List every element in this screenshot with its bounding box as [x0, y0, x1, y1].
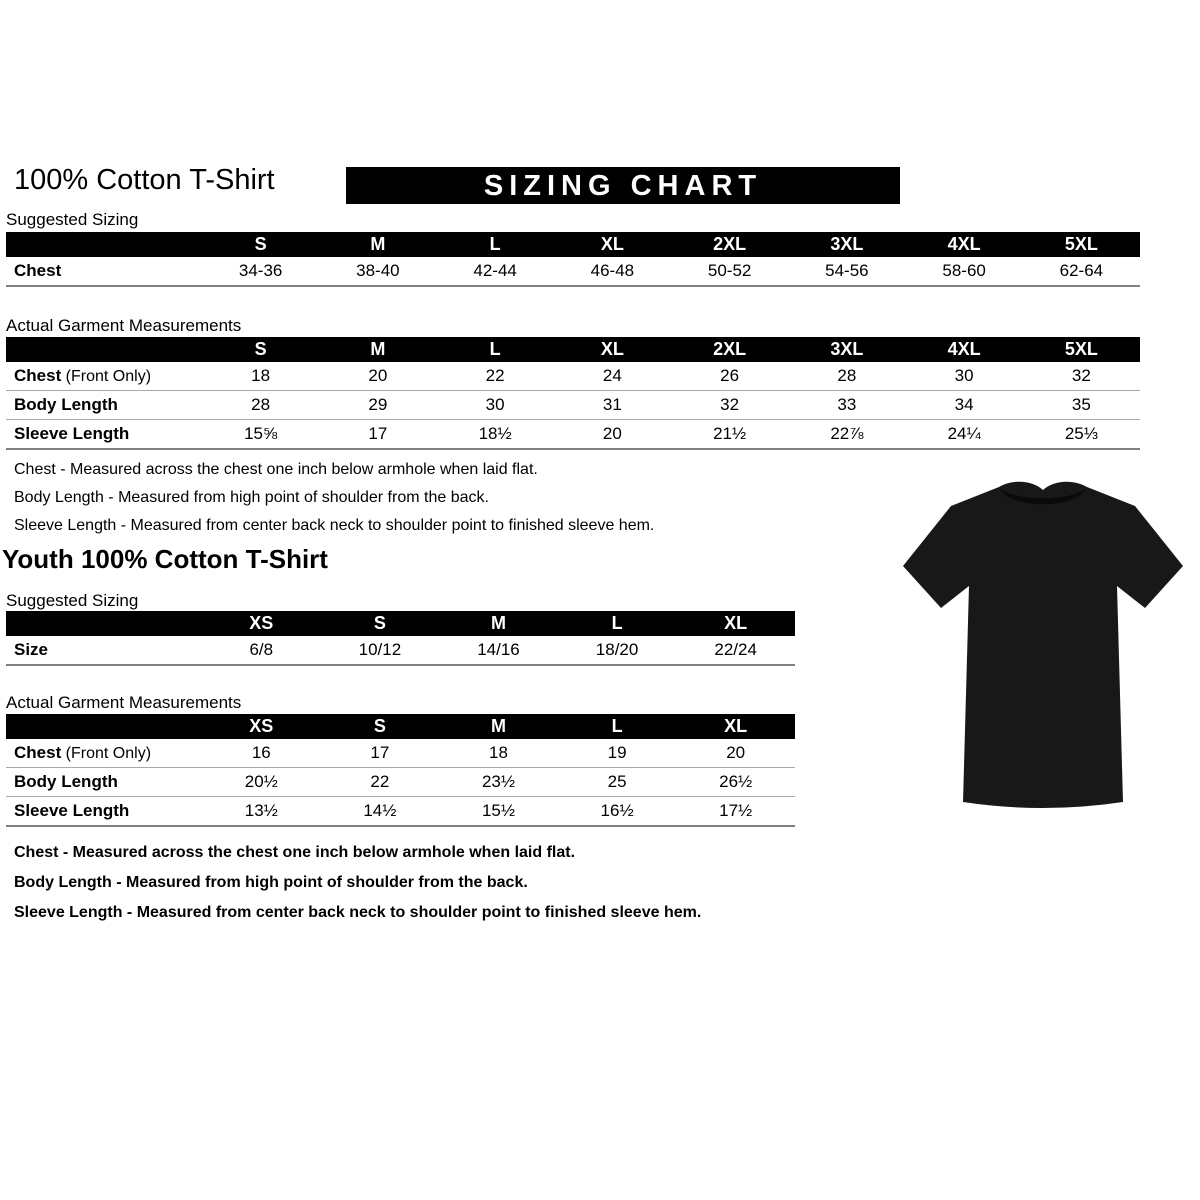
sizing-chart-banner: SIZING CHART	[346, 167, 900, 204]
note-sleeve-length: Sleeve Length - Measured from center back neck to shoulder point to finished sleeve hem.	[14, 517, 655, 534]
value-cell: 23½	[481, 772, 516, 791]
value-cell: 16	[251, 743, 271, 762]
row-label-text: Body Length	[14, 772, 118, 791]
tshirt-body-shape	[903, 482, 1183, 808]
size-column-header: 3XL	[830, 339, 864, 359]
size-column-header: 2XL	[713, 234, 747, 254]
value-cell: 50-52	[707, 261, 752, 280]
value-cell: 25	[607, 772, 627, 791]
value-cell: 20½	[244, 772, 278, 791]
row-label-suffix: (Front Only)	[61, 368, 152, 385]
row-label-cell	[6, 366, 202, 386]
value-cell: 19	[607, 743, 627, 762]
value-cell: 20	[726, 743, 746, 762]
youth-measurement-notes	[14, 838, 701, 928]
row-label-cell	[6, 261, 202, 281]
value-cell: 13½	[244, 801, 278, 820]
value-cell: 16½	[600, 801, 634, 820]
value-cell: 38-40	[356, 261, 400, 280]
size-column-header: 4XL	[947, 234, 981, 254]
row-label-cell	[6, 424, 202, 444]
size-column-header: L	[611, 716, 623, 736]
value-cell: 18/20	[595, 640, 639, 659]
value-cell: 22	[485, 366, 505, 385]
value-cell: 29	[368, 395, 388, 414]
page-title: 100% Cotton T-Shirt	[14, 164, 275, 196]
table-header-row	[6, 611, 795, 636]
size-column-header: 3XL	[830, 234, 864, 254]
size-column-header: L	[489, 234, 501, 254]
value-cell: 30	[954, 366, 974, 385]
value-cell: 26½	[719, 772, 753, 791]
size-column-header: M	[370, 234, 386, 254]
value-cell: 32	[720, 395, 740, 414]
value-cell: 42-44	[473, 261, 517, 280]
note-body-length: Body Length - Measured from high point of shoulder from the back.	[14, 489, 489, 506]
value-cell: 28	[837, 366, 857, 385]
value-cell: 54-56	[825, 261, 869, 280]
adult-measurement-notes	[14, 456, 654, 540]
table-row	[6, 739, 795, 768]
row-label-text: Sleeve Length	[14, 424, 130, 443]
youth-actual-measurements-label: Actual Garment Measurements	[6, 693, 242, 712]
value-cell: 33	[837, 395, 857, 414]
value-cell: 24	[602, 366, 622, 385]
size-column-header: M	[370, 339, 386, 359]
value-cell: 34	[954, 395, 974, 414]
value-cell: 18	[489, 743, 508, 762]
value-cell: 17	[368, 424, 388, 443]
youth-suggested-sizing-table	[6, 611, 795, 666]
value-cell: 18½	[478, 424, 512, 443]
table-header-row	[6, 714, 795, 739]
value-cell: 28	[251, 395, 271, 414]
row-label-suffix: (Front Only)	[61, 745, 152, 762]
size-column-header: XL	[724, 716, 748, 736]
value-cell: 15½	[481, 801, 516, 820]
youth-actual-measurements-table	[6, 714, 795, 827]
value-cell: 24¼	[947, 424, 981, 443]
row-label-text: Chest	[14, 261, 62, 280]
size-column-header: M	[490, 613, 506, 633]
value-cell: 31	[602, 395, 622, 414]
value-cell: 20	[602, 424, 622, 443]
row-label-text: Size	[14, 640, 49, 659]
row-label-cell	[6, 801, 202, 821]
adult-suggested-sizing-label: Suggested Sizing	[6, 210, 139, 229]
value-cell: 6/8	[249, 640, 274, 659]
row-label-cell	[6, 395, 202, 415]
size-column-header: XL	[600, 234, 624, 254]
value-cell: 15⅝	[244, 424, 278, 443]
value-cell: 32	[1071, 366, 1091, 385]
size-column-header: S	[373, 716, 386, 736]
value-cell: 62-64	[1059, 261, 1104, 280]
value-cell: 17	[370, 743, 390, 762]
value-cell: 25⅓	[1064, 424, 1098, 443]
size-column-header: 5XL	[1064, 234, 1098, 254]
value-cell: 22⅞	[830, 424, 864, 443]
value-cell: 22	[370, 772, 390, 791]
value-cell: 18	[251, 366, 271, 385]
value-cell: 20	[368, 366, 388, 385]
size-column-header: S	[373, 613, 386, 633]
value-cell: 17½	[719, 801, 753, 820]
value-cell: 10/12	[358, 640, 402, 659]
table-header-row	[6, 337, 1140, 362]
adult-actual-measurements-table	[6, 337, 1140, 450]
row-label-cell	[6, 772, 202, 792]
note-body-length: Body Length - Measured from high point of shoulder from the back.	[14, 874, 528, 891]
table-row	[6, 391, 1140, 420]
table-row	[6, 797, 795, 827]
black-tshirt-image	[893, 474, 1193, 816]
value-cell: 34-36	[238, 261, 283, 280]
size-column-header: 5XL	[1064, 339, 1098, 359]
table-row	[6, 636, 795, 666]
size-column-header: L	[489, 339, 501, 359]
size-column-header: M	[490, 716, 506, 736]
note-chest: Chest - Measured across the chest one inch below armhole when laid flat.	[14, 461, 538, 478]
value-cell: 21½	[713, 424, 747, 443]
note-chest: Chest - Measured across the chest one inch below armhole when laid flat.	[14, 844, 576, 861]
table-row	[6, 362, 1140, 391]
size-column-header: XL	[724, 613, 748, 633]
value-cell: 35	[1071, 395, 1091, 414]
youth-section-title: Youth 100% Cotton T-Shirt	[2, 544, 328, 574]
youth-suggested-sizing-label: Suggested Sizing	[6, 591, 139, 610]
size-column-header: XS	[249, 716, 274, 736]
value-cell: 30	[485, 395, 505, 414]
table-row	[6, 768, 795, 797]
size-column-header: XL	[600, 339, 624, 359]
value-cell: 58-60	[942, 261, 986, 280]
table-row	[6, 257, 1140, 287]
size-column-header: S	[254, 339, 267, 359]
size-column-header: 2XL	[713, 339, 747, 359]
adult-suggested-sizing-table	[6, 232, 1140, 287]
row-label-text: Body Length	[14, 395, 118, 414]
row-label-text: Sleeve Length	[14, 801, 130, 820]
row-label-text: Chest	[14, 366, 62, 385]
value-cell: 26	[720, 366, 740, 385]
adult-actual-measurements-label: Actual Garment Measurements	[6, 316, 242, 335]
table-header-row	[6, 232, 1140, 257]
row-label-cell	[6, 640, 202, 660]
row-label-cell	[6, 743, 202, 763]
row-label-text: Chest	[14, 743, 62, 762]
size-column-header: XS	[249, 613, 274, 633]
table-row	[6, 420, 1140, 450]
note-sleeve-length: Sleeve Length - Measured from center back neck to shoulder point to finished sleeve hem.	[14, 904, 702, 921]
value-cell: 22/24	[714, 640, 757, 659]
size-column-header: S	[254, 234, 267, 254]
value-cell: 14½	[363, 801, 397, 820]
value-cell: 14/16	[477, 640, 520, 659]
value-cell: 46-48	[590, 261, 635, 280]
size-column-header: 4XL	[947, 339, 981, 359]
size-column-header: L	[611, 613, 623, 633]
